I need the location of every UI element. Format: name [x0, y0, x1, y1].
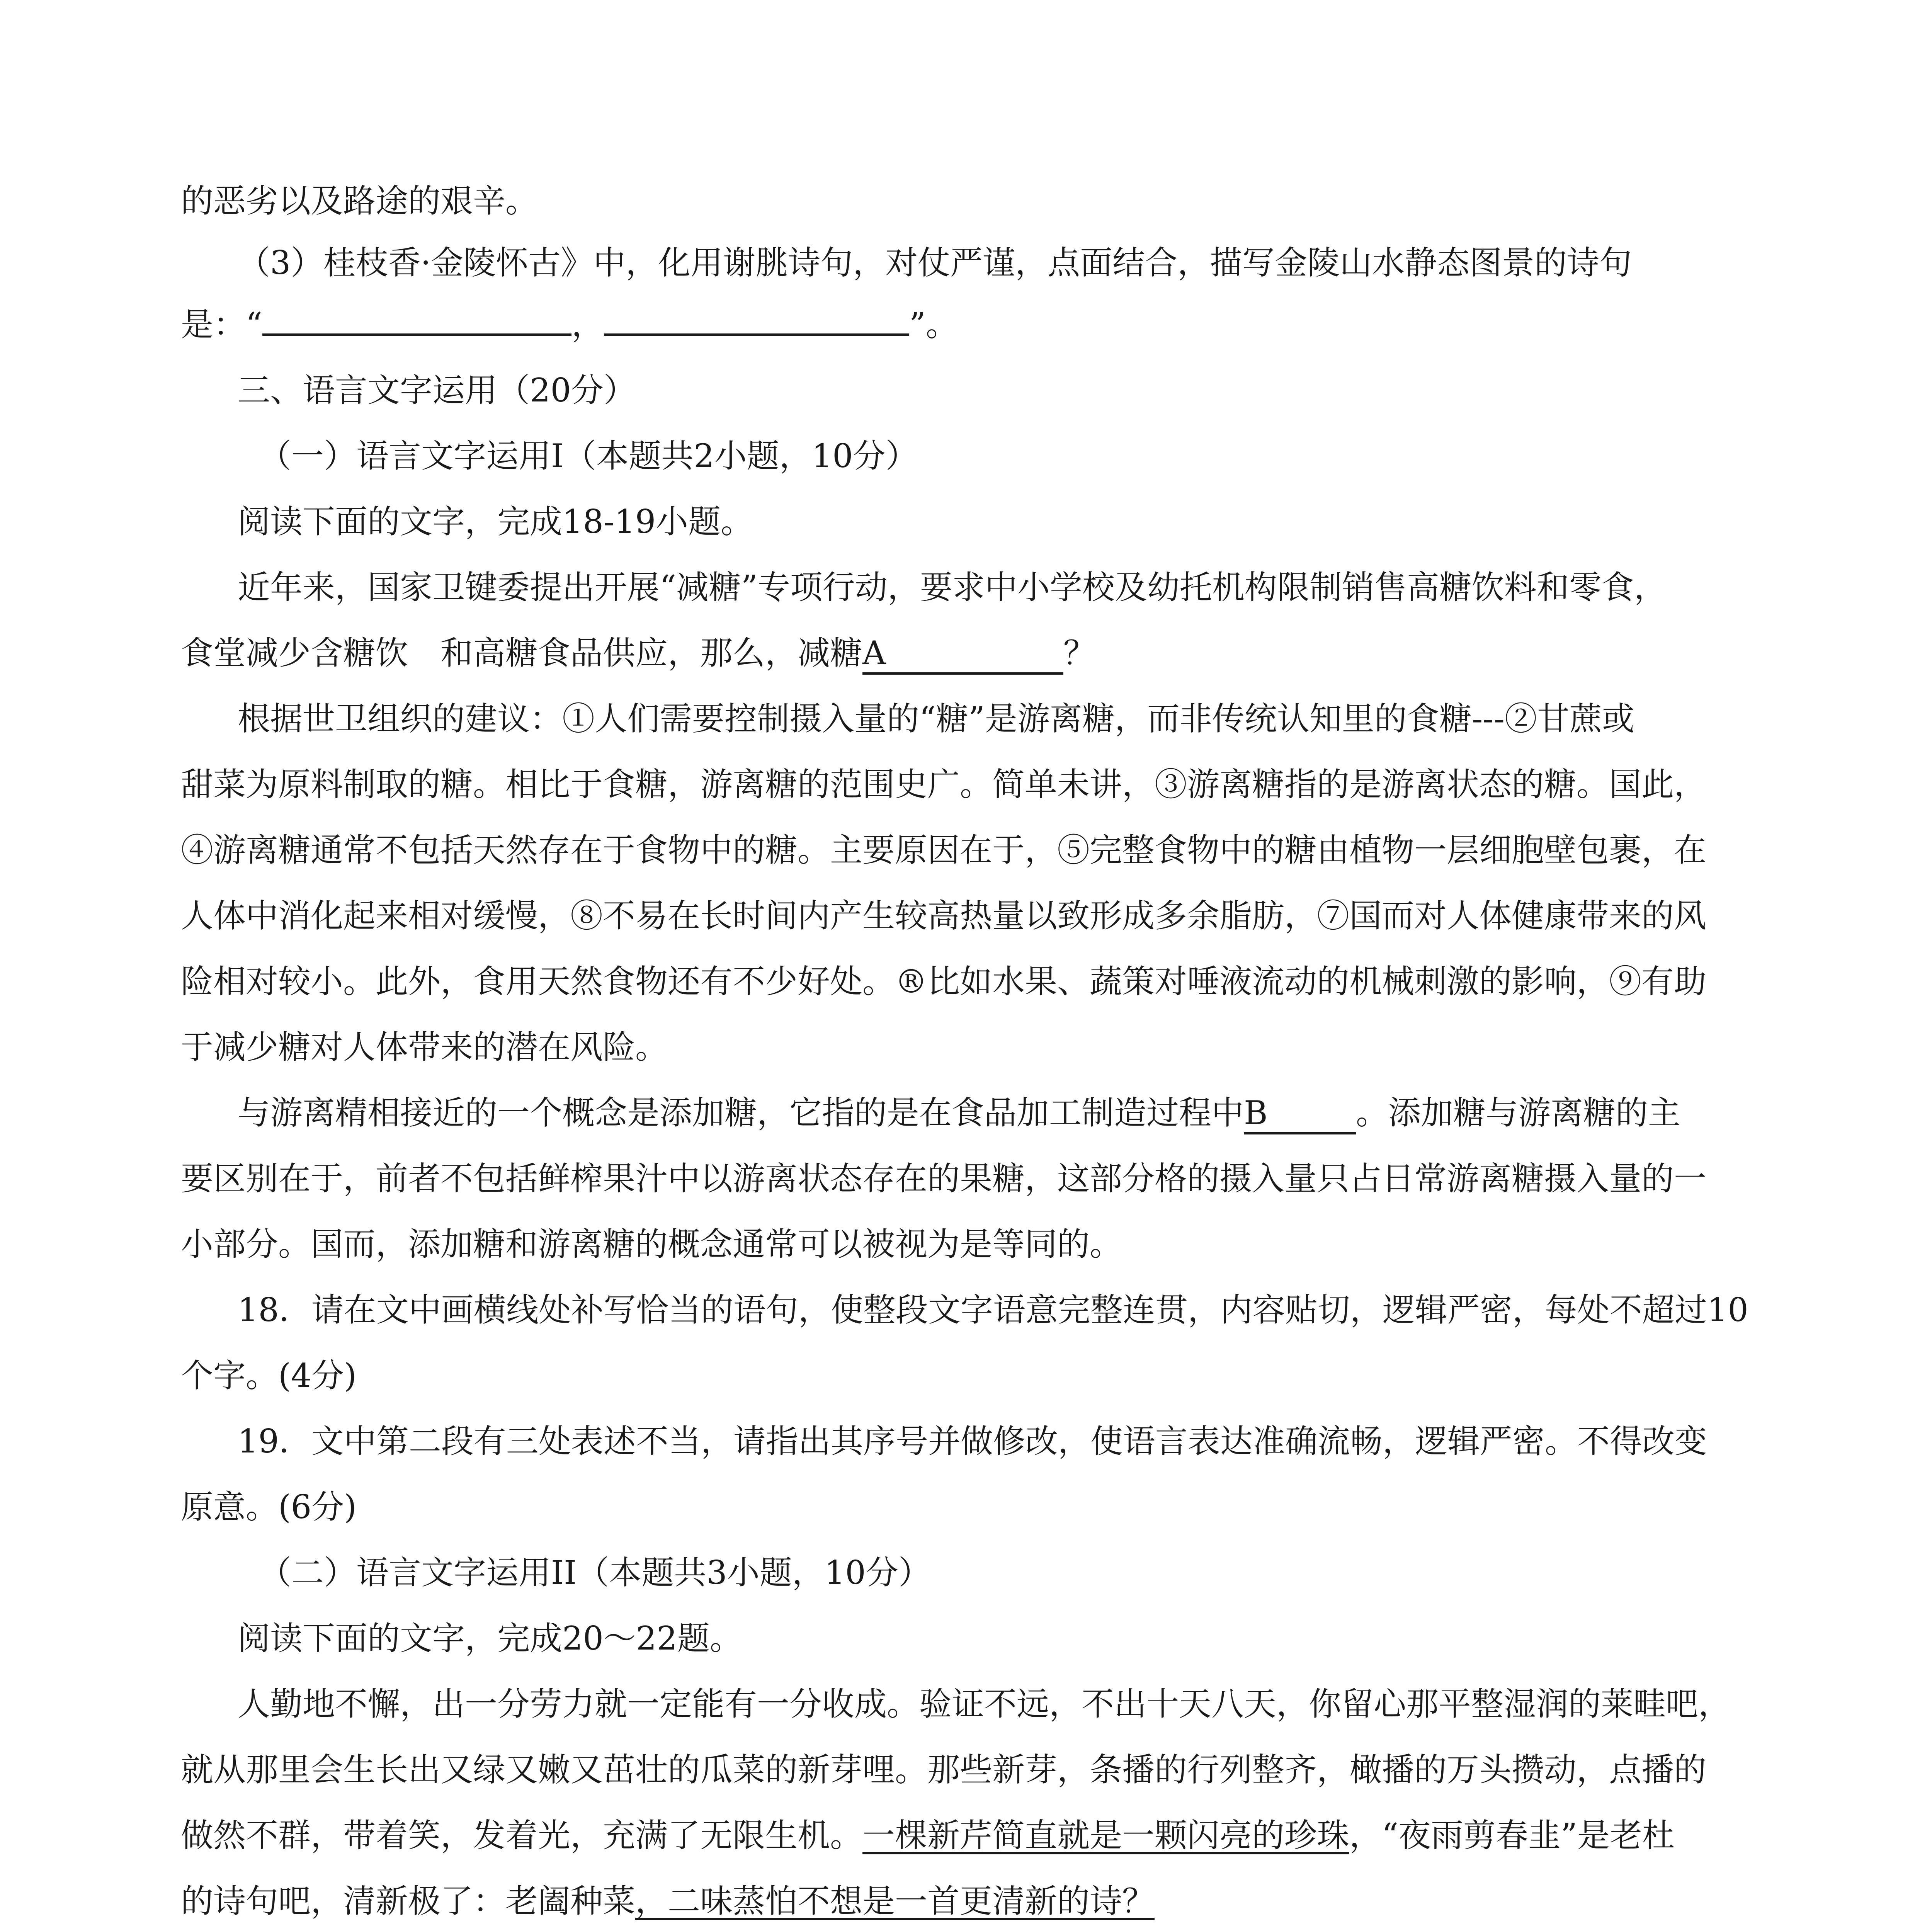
paragraph-line: 险相对较小。此外，食用天然食物还有不少好处。®比如水果、蔬策对唾液流动的机械刺激的影响，⑨有助	[181, 963, 1707, 1000]
paragraph-line: 小部分。国而，添加糖和游离糖的概念通常可以被视为是等同的。	[181, 1225, 1122, 1263]
text-segment: 食堂减少含糖饮 和高糖食品供应，那么，减糖	[181, 634, 863, 672]
subsection-heading: （一）语言文字运用Ⅰ（本题共2小题，10分）	[259, 437, 918, 475]
text-segment: ，“夜雨剪春韭”是老杜	[1349, 1816, 1675, 1854]
question-18: 18．请在文中画横线处补写恰当的语句，使整段文字语意完整连贯，内容贴切，逻辑严密，每处不超过10	[238, 1291, 1748, 1329]
reading-instruction: 阅读下面的文字，完成20～22题。	[238, 1619, 742, 1657]
paragraph-line	[181, 634, 1096, 675]
paragraph-line	[181, 1882, 1155, 1920]
fill-blank-b[interactable]	[1244, 1094, 1356, 1134]
question-19-cont: 原意。(6分)	[181, 1488, 357, 1526]
answer-blank-1[interactable]	[262, 306, 571, 336]
question-19: 19．文中第二段有三处表述不当，请指出其序号并做修改，使语言表达准确流畅，逻辑严密。不得改变	[238, 1422, 1707, 1460]
underlined-sentence: 一棵新芹简直就是一颗闪亮的珍珠	[862, 1816, 1350, 1854]
paragraph-line: 人勤地不懈，出一分劳力就一定能有一分收成。验证不远，不出十天八天，你留心那平整湿润的莱畦吧，	[238, 1685, 1731, 1723]
subsection-heading: （二）语言文字运用II（本题共3小题，10分）	[259, 1554, 931, 1592]
paragraph-line: 人体中消化起来相对缓慢，⑧不易在长时间内产生较高热量以致形成多余脂肪，⑦国而对人体健康带来的风	[181, 897, 1707, 935]
underlined-sentence: ，二味蒸怕不想是一首更清新的诗？	[635, 1882, 1155, 1920]
paragraph-line: 于减少糖对人体带来的潜在风险。	[181, 1028, 668, 1066]
question-3-line: （3）桂枝香·金陵怀古》中，化用谢朓诗句，对仗严谨，点面结合，描写金陵山水静态图景的诗句	[238, 244, 1632, 282]
blank-marker: A	[862, 634, 886, 672]
text-segment: 与游离精相接近的一个概念是添加糖，它指的是在食品加工制造过程中	[238, 1094, 1244, 1132]
paragraph-line: ④游离糖通常不包括天然存在于食物中的糖。主要原因在于，⑤完整食物中的糖由植物一层细胞壁包裹，在	[181, 831, 1707, 869]
text-segment: 。添加糖与游离糖的主	[1356, 1094, 1681, 1132]
paragraph-line: 要区别在于，前者不包括鲜榨果汁中以游离状态存在的果糖，这部分格的摄入量只占日常游离糖摄入量的一	[181, 1160, 1707, 1197]
question-3-answer-line	[181, 305, 958, 344]
text-segment: 的诗句吧，清新极了：老阖种菜	[181, 1882, 636, 1920]
answer-blank-2[interactable]	[604, 306, 909, 336]
text-segment: 是：“	[181, 306, 262, 344]
text-segment: 做然不群，带着笑，发着光，充满了无限生机。	[181, 1816, 863, 1854]
paragraph-line	[181, 1816, 1675, 1855]
section-heading: 三、语言文字运用（20分）	[238, 371, 636, 409]
paragraph-line	[238, 1094, 1680, 1134]
paragraph-line: 的恶劣以及路途的艰辛。	[181, 182, 538, 220]
fill-blank-a[interactable]	[862, 634, 1063, 675]
paragraph-line: 近年来，国家卫键委提出开展“减糖”专项行动，要求中小学校及幼托机构限制销售高糖饮料和零食，	[238, 568, 1667, 606]
paragraph-line: 根据世卫组织的建议：①人们需要控制摄入量的“糖”是游离糖，而非传统认知里的食糖---②甘蔗或	[238, 700, 1635, 738]
question-18-cont: 个字。(4分)	[181, 1357, 357, 1395]
paragraph-line: 甜菜为原料制取的糖。相比于食糖，游离糖的范围史广。简单未讲，③游离糖指的是游离状态的糖。国此，	[181, 765, 1707, 803]
reading-instruction: 阅读下面的文字，完成18-19小题。	[238, 503, 753, 541]
text-segment: ，	[571, 306, 604, 344]
text-segment: ？	[1063, 634, 1096, 672]
blank-marker: B	[1244, 1094, 1268, 1132]
paragraph-line: 就从那里会生长出又绿又嫩又茁壮的瓜菜的新芽哩。那些新芽，条播的行列整齐，橄播的万头攒动，点播的	[181, 1751, 1707, 1789]
text-segment: ”。	[909, 306, 958, 344]
